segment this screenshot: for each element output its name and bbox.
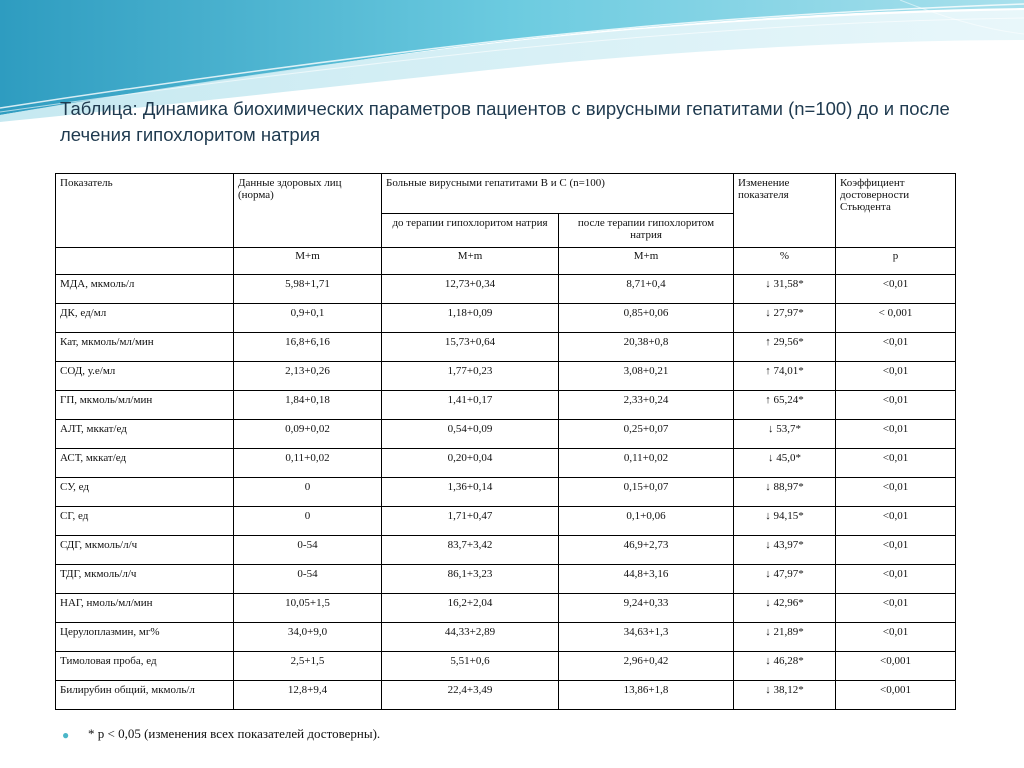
table-row bbox=[56, 565, 956, 594]
units-norm: M+m bbox=[234, 248, 382, 275]
table-row bbox=[56, 333, 956, 362]
header-before: до терапии гипохлоритом натрия bbox=[382, 214, 559, 248]
cell-before: 1,36+0,14 bbox=[382, 478, 559, 507]
table-row bbox=[56, 391, 956, 420]
cell-after: 34,63+1,3 bbox=[559, 623, 734, 652]
cell-norm: 2,13+0,26 bbox=[234, 362, 382, 391]
cell-norm: 0 bbox=[234, 478, 382, 507]
cell-norm: 2,5+1,5 bbox=[234, 652, 382, 681]
footnote-text: * p < 0,05 (изменения всех показателей достоверны). bbox=[88, 726, 381, 741]
cell-after: 0,25+0,07 bbox=[559, 420, 734, 449]
header-patients: Больные вирусными гепатитами В и С (n=100) bbox=[382, 174, 734, 214]
cell-after: 46,9+2,73 bbox=[559, 536, 734, 565]
table-row bbox=[56, 594, 956, 623]
cell-indicator: СДГ, мкмоль/л/ч bbox=[56, 536, 234, 565]
cell-before: 16,2+2,04 bbox=[382, 594, 559, 623]
cell-p: <0,01 bbox=[836, 420, 956, 449]
table-row bbox=[56, 275, 956, 304]
cell-before: 15,73+0,64 bbox=[382, 333, 559, 362]
bullet-icon: ● bbox=[62, 728, 70, 742]
cell-norm: 0,11+0,02 bbox=[234, 449, 382, 478]
cell-norm: 10,05+1,5 bbox=[234, 594, 382, 623]
cell-indicator: Билирубин общий, мкмоль/л bbox=[56, 681, 234, 710]
cell-after: 13,86+1,8 bbox=[559, 681, 734, 710]
cell-p: < 0,001 bbox=[836, 304, 956, 333]
cell-before: 1,18+0,09 bbox=[382, 304, 559, 333]
units-indicator bbox=[56, 248, 234, 275]
cell-change: ↓ 43,97* bbox=[734, 536, 836, 565]
table-row bbox=[56, 623, 956, 652]
header-row-units bbox=[56, 248, 956, 275]
slide-title: Таблица: Динамика биохимических параметров пациентов с вирусными гепатитами (n=100) до и после лечения гипохлоритом натрия bbox=[60, 98, 950, 145]
biochem-table-container bbox=[55, 173, 956, 710]
cell-p: <0,001 bbox=[836, 652, 956, 681]
cell-change: ↑ 65,24* bbox=[734, 391, 836, 420]
biochem-table bbox=[55, 173, 956, 710]
table-row bbox=[56, 478, 956, 507]
cell-norm: 16,8+6,16 bbox=[234, 333, 382, 362]
cell-indicator: Кат, мкмоль/мл/мин bbox=[56, 333, 234, 362]
cell-change: ↑ 74,01* bbox=[734, 362, 836, 391]
units-before: M+m bbox=[382, 248, 559, 275]
table-row bbox=[56, 652, 956, 681]
cell-p: <0,01 bbox=[836, 594, 956, 623]
units-coef: p bbox=[836, 248, 956, 275]
cell-indicator: Тимоловая проба, ед bbox=[56, 652, 234, 681]
cell-before: 83,7+3,42 bbox=[382, 536, 559, 565]
cell-change: ↑ 29,56* bbox=[734, 333, 836, 362]
cell-norm: 0,9+0,1 bbox=[234, 304, 382, 333]
cell-indicator: СУ, ед bbox=[56, 478, 234, 507]
header-norm: Данные здоровых лиц (норма) bbox=[234, 174, 382, 248]
cell-change: ↓ 45,0* bbox=[734, 449, 836, 478]
cell-p: <0,01 bbox=[836, 333, 956, 362]
cell-change: ↓ 94,15* bbox=[734, 507, 836, 536]
footnote bbox=[62, 726, 381, 742]
cell-after: 2,33+0,24 bbox=[559, 391, 734, 420]
cell-before: 5,51+0,6 bbox=[382, 652, 559, 681]
cell-change: ↓ 42,96* bbox=[734, 594, 836, 623]
cell-after: 20,38+0,8 bbox=[559, 333, 734, 362]
cell-change: ↓ 31,58* bbox=[734, 275, 836, 304]
cell-before: 1,77+0,23 bbox=[382, 362, 559, 391]
cell-norm: 0 bbox=[234, 507, 382, 536]
cell-indicator: МДА, мкмоль/л bbox=[56, 275, 234, 304]
cell-change: ↓ 38,12* bbox=[734, 681, 836, 710]
table-row bbox=[56, 536, 956, 565]
cell-p: <0,01 bbox=[836, 362, 956, 391]
cell-indicator: ГП, мкмоль/мл/мин bbox=[56, 391, 234, 420]
cell-indicator: Церулоплазмин, мг% bbox=[56, 623, 234, 652]
cell-before: 1,71+0,47 bbox=[382, 507, 559, 536]
cell-indicator: СОД, у.е/мл bbox=[56, 362, 234, 391]
units-after: M+m bbox=[559, 248, 734, 275]
cell-p: <0,01 bbox=[836, 507, 956, 536]
table-row bbox=[56, 681, 956, 710]
table-row bbox=[56, 420, 956, 449]
cell-p: <0,001 bbox=[836, 681, 956, 710]
cell-before: 1,41+0,17 bbox=[382, 391, 559, 420]
cell-indicator: ДК, ед/мл bbox=[56, 304, 234, 333]
cell-indicator: СГ, ед bbox=[56, 507, 234, 536]
cell-norm: 0,09+0,02 bbox=[234, 420, 382, 449]
cell-change: ↓ 53,7* bbox=[734, 420, 836, 449]
cell-after: 9,24+0,33 bbox=[559, 594, 734, 623]
cell-indicator: АЛТ, мккат/ед bbox=[56, 420, 234, 449]
units-change: % bbox=[734, 248, 836, 275]
table-row bbox=[56, 362, 956, 391]
table-row bbox=[56, 507, 956, 536]
cell-after: 0,11+0,02 bbox=[559, 449, 734, 478]
cell-indicator: НАГ, нмоль/мл/мин bbox=[56, 594, 234, 623]
cell-change: ↓ 46,28* bbox=[734, 652, 836, 681]
cell-norm: 12,8+9,4 bbox=[234, 681, 382, 710]
cell-norm: 0-54 bbox=[234, 536, 382, 565]
cell-before: 12,73+0,34 bbox=[382, 275, 559, 304]
cell-after: 0,15+0,07 bbox=[559, 478, 734, 507]
header-change: Изменение показателя bbox=[734, 174, 836, 248]
table-row bbox=[56, 449, 956, 478]
cell-after: 0,1+0,06 bbox=[559, 507, 734, 536]
cell-before: 0,54+0,09 bbox=[382, 420, 559, 449]
cell-after: 2,96+0,42 bbox=[559, 652, 734, 681]
cell-after: 0,85+0,06 bbox=[559, 304, 734, 333]
cell-indicator: ТДГ, мкмоль/л/ч bbox=[56, 565, 234, 594]
cell-p: <0,01 bbox=[836, 391, 956, 420]
cell-norm: 0-54 bbox=[234, 565, 382, 594]
cell-p: <0,01 bbox=[836, 623, 956, 652]
cell-norm: 5,98+1,71 bbox=[234, 275, 382, 304]
cell-after: 44,8+3,16 bbox=[559, 565, 734, 594]
cell-indicator: АСТ, мккат/ед bbox=[56, 449, 234, 478]
cell-change: ↓ 47,97* bbox=[734, 565, 836, 594]
header-coef: Коэффициент достоверности Стьюдента bbox=[836, 174, 956, 248]
cell-before: 44,33+2,89 bbox=[382, 623, 559, 652]
cell-before: 0,20+0,04 bbox=[382, 449, 559, 478]
cell-p: <0,01 bbox=[836, 478, 956, 507]
cell-norm: 34,0+9,0 bbox=[234, 623, 382, 652]
cell-p: <0,01 bbox=[836, 536, 956, 565]
cell-after: 8,71+0,4 bbox=[559, 275, 734, 304]
header-row-1 bbox=[56, 174, 956, 214]
cell-after: 3,08+0,21 bbox=[559, 362, 734, 391]
cell-change: ↓ 27,97* bbox=[734, 304, 836, 333]
header-after: после терапии гипохлоритом натрия bbox=[559, 214, 734, 248]
cell-norm: 1,84+0,18 bbox=[234, 391, 382, 420]
cell-p: <0,01 bbox=[836, 449, 956, 478]
cell-p: <0,01 bbox=[836, 565, 956, 594]
cell-before: 22,4+3,49 bbox=[382, 681, 559, 710]
cell-change: ↓ 88,97* bbox=[734, 478, 836, 507]
header-indicator: Показатель bbox=[56, 174, 234, 248]
cell-p: <0,01 bbox=[836, 275, 956, 304]
cell-before: 86,1+3,23 bbox=[382, 565, 559, 594]
cell-change: ↓ 21,89* bbox=[734, 623, 836, 652]
table-row bbox=[56, 304, 956, 333]
